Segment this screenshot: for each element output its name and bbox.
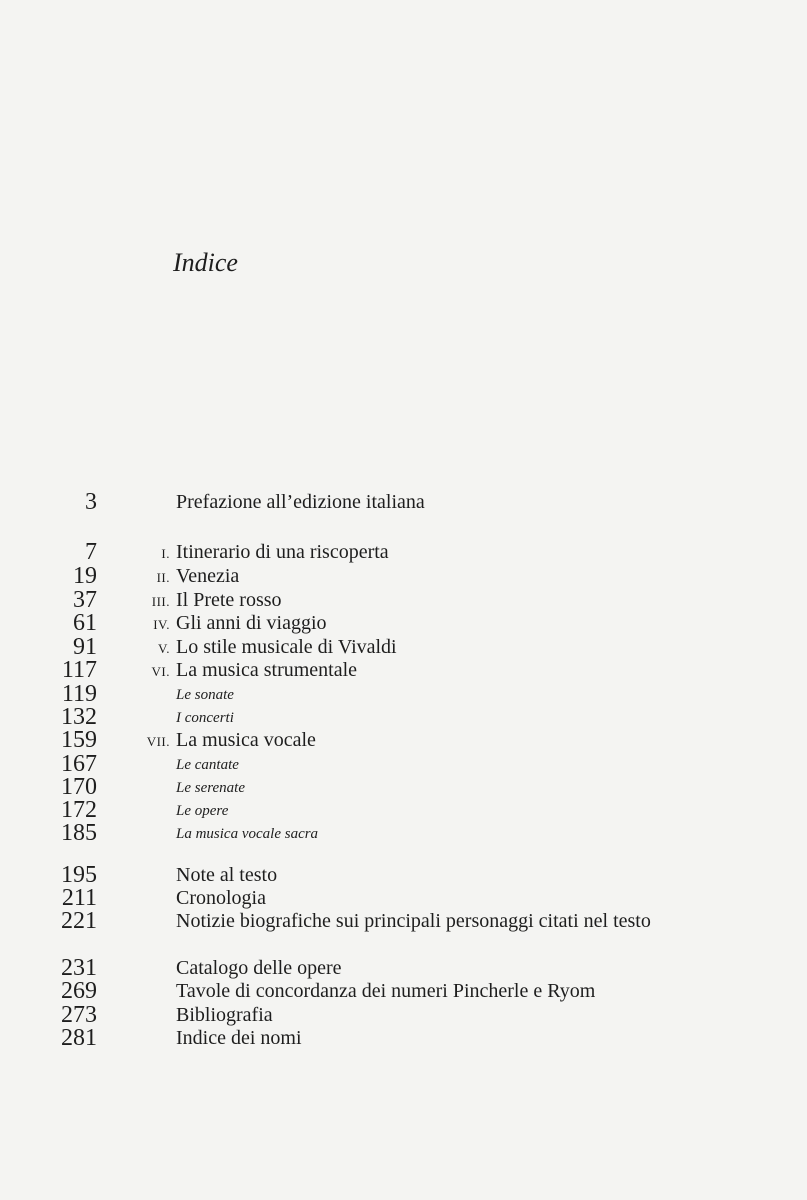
- toc-page-number: 117: [61, 657, 97, 683]
- toc-entry: [0, 1027, 807, 1050]
- toc-page-number: 211: [61, 885, 97, 911]
- toc-page-number: 185: [61, 820, 97, 846]
- toc-chapter-number: VII.: [146, 734, 170, 749]
- toc-subtitle: Le serenate: [176, 780, 246, 796]
- toc-page-number: 7: [85, 539, 97, 565]
- toc-entry: [0, 491, 807, 514]
- toc-page-number: 19: [73, 563, 97, 589]
- toc-title: Il Prete rosso: [176, 589, 282, 611]
- toc-title: Venezia: [176, 565, 240, 587]
- toc-entry: [0, 659, 807, 682]
- toc-page-number: 170: [61, 774, 97, 800]
- toc-page-number: 3: [85, 489, 97, 515]
- toc-subtitle: Le cantate: [176, 757, 239, 773]
- toc-page-number: 231: [61, 955, 97, 981]
- toc-chapter-number: II.: [156, 570, 170, 585]
- toc-subtitle: Le sonate: [176, 687, 234, 703]
- toc-entry: [0, 589, 807, 612]
- toc-chapter-number: I.: [161, 546, 170, 561]
- toc-entry: [0, 864, 807, 887]
- toc-page-number: 269: [61, 978, 97, 1004]
- toc-page-number: 167: [61, 751, 97, 777]
- toc-entry: [0, 541, 807, 564]
- toc-title: La musica vocale: [176, 729, 316, 751]
- toc-title: Prefazione all’edizione italiana: [176, 491, 425, 513]
- toc-entry: [0, 1004, 807, 1027]
- toc-title: Itinerario di una riscoperta: [176, 541, 389, 563]
- toc-page-number: 91: [73, 634, 97, 660]
- toc-entry: [0, 887, 807, 910]
- toc-chapter-number: IV.: [153, 617, 170, 632]
- toc-title: Indice dei nomi: [176, 1027, 302, 1049]
- toc-entry: [0, 776, 807, 799]
- toc-page-number: 119: [61, 681, 97, 707]
- toc-chapter-number: V.: [158, 641, 170, 656]
- toc-title: La musica strumentale: [176, 659, 358, 681]
- toc-page-number: 61: [73, 610, 97, 636]
- toc-entry: [0, 910, 807, 933]
- toc-entry: [0, 799, 807, 822]
- toc-page-number: 221: [61, 908, 97, 934]
- toc-entry: [0, 822, 807, 845]
- toc-title: Lo stile musicale di Vivaldi: [176, 636, 397, 658]
- toc-page-number: 281: [61, 1025, 97, 1051]
- toc-chapter-number: VI.: [151, 664, 170, 679]
- toc-page-number: 132: [61, 704, 97, 730]
- toc-subtitle: Le opere: [176, 803, 229, 819]
- toc-page-number: 172: [61, 797, 97, 823]
- toc-entry: [0, 565, 807, 588]
- toc-entry: [0, 612, 807, 635]
- toc-entry: [0, 706, 807, 729]
- toc-title: Note al testo: [176, 864, 278, 886]
- toc-entry: [0, 980, 807, 1003]
- toc-entry: [0, 729, 807, 752]
- toc-title: Gli anni di viaggio: [176, 612, 327, 634]
- toc-entry: [0, 957, 807, 980]
- toc-entry: [0, 636, 807, 659]
- toc-title: Notizie biografiche sui principali personaggi citati nel testo: [176, 910, 651, 932]
- toc-title: Cronologia: [176, 887, 266, 909]
- toc-page-number: 273: [61, 1002, 97, 1028]
- toc-title: Tavole di concordanza dei numeri Pincherle e Ryom: [176, 980, 596, 1002]
- toc-entry: [0, 683, 807, 706]
- toc-chapter-number: III.: [151, 594, 170, 609]
- page-title: Indice: [173, 248, 238, 277]
- toc-page-number: 159: [61, 727, 97, 753]
- toc-subtitle: I concerti: [176, 710, 234, 726]
- toc-title: Bibliografia: [176, 1004, 273, 1026]
- toc-page-number: 195: [61, 862, 97, 888]
- toc-subtitle: La musica vocale sacra: [176, 826, 319, 842]
- toc-page-number: 37: [73, 587, 97, 613]
- toc-title: Catalogo delle opere: [176, 957, 342, 979]
- toc-entry: [0, 753, 807, 776]
